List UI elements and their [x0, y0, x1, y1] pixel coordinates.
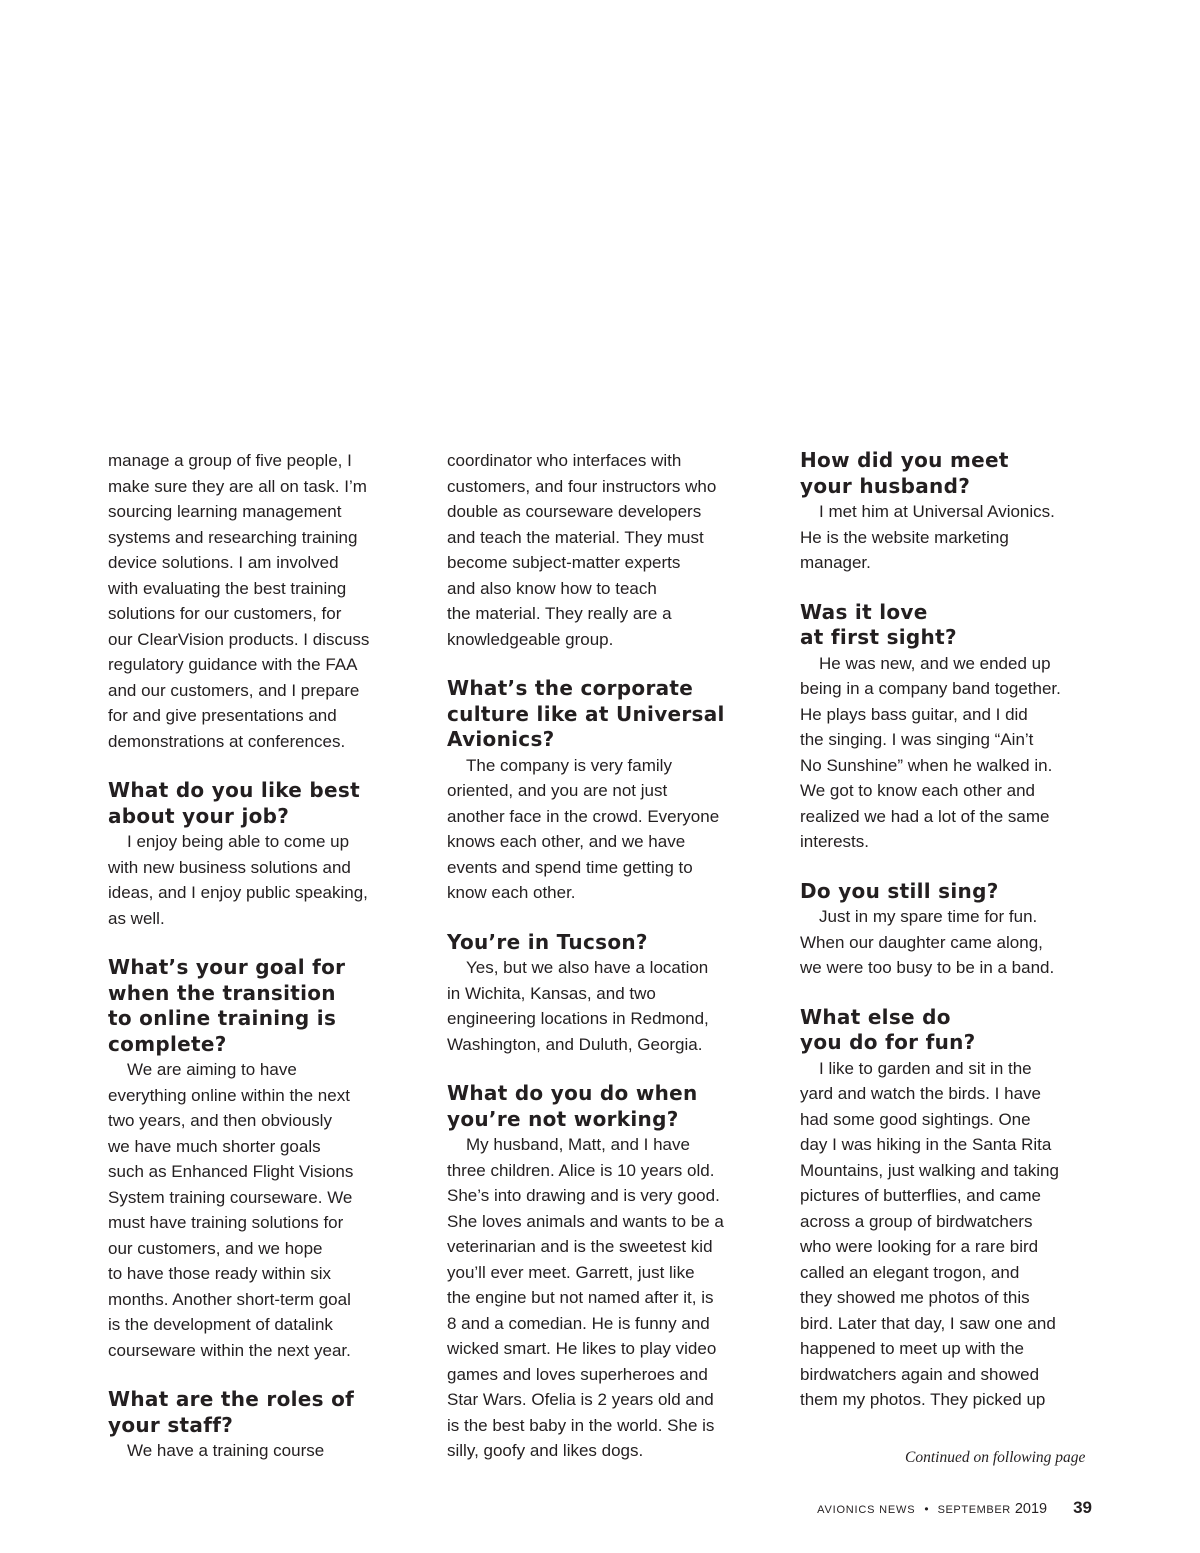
question-heading: Do you still sing?: [800, 878, 999, 903]
article-column-3: [800, 448, 1110, 1413]
question-heading: How did you meet your husband?: [800, 448, 1009, 498]
question-heading: What do you like best about your job?: [108, 778, 360, 828]
answer-paragraph: My husband, Matt, and I have three children. Alice is 10 years old. She’s into drawing and is very good. She loves animals and wants to be a veterinarian and is the sweetest kid you’ll ever meet. Garrett, just like the engine but not named after it, is 8 and a comedian. He is funny and wicked smart. He likes to play video games and loves superheroes and Star Wars. Ofelia is 2 years old and is the best baby in the world. She is silly, goofy and likes dogs.: [447, 1135, 724, 1460]
answer-paragraph: He was new, and we ended up being in a company band together. He plays bass guitar, and I did the singing. I was singing “Ain’t No Sunshine” when he walked in. We got to know each other and realized we had a lot of the same interests.: [800, 653, 1061, 851]
question-heading: What’s the corporate culture like at Universal Avionics?: [447, 676, 725, 751]
question-heading: What’s your goal for when the transition to online training is complete?: [108, 955, 346, 1056]
article-column-1: [108, 448, 418, 1464]
page-footer: [817, 1498, 1092, 1522]
continued-note: Continued on following page: [905, 1449, 1086, 1466]
issue-year: 2019: [1014, 1501, 1048, 1517]
question-heading: Was it love at first sight?: [800, 599, 957, 649]
body-paragraph: coordinator who interfaces with customers, and four instructors who double as courseware developers and teach the material. They must become subject-matter experts and also know how to teach the material. They really are a knowledgeable group.: [447, 451, 717, 649]
answer-paragraph: We are aiming to have everything online within the next two years, and then obviously we have much shorter goals such as Enhanced Flight Visions System training courseware. We must have training solutions for our customers, and we hope to have those ready within six months. Another short-term goal is the development of datalink courseware within the next year.: [108, 1060, 354, 1360]
answer-paragraph: Just in my spare time for fun. When our daughter came along, we were too busy to be in a band.: [800, 907, 1055, 977]
answer-paragraph: I met him at Universal Avionics. He is the website marketing manager.: [800, 502, 1055, 572]
body-paragraph: manage a group of five people, I make sure they are all on task. I’m sourcing learning management systems and researching training device solutions. I am involved with evaluating the best training solutions for our customers, for our ClearVision products. I discuss regulatory guidance with the FAA and our customers, and I prepare for and give presentations and demonstrations at conferences.: [108, 451, 370, 751]
question-heading: You’re in Tucson?: [447, 929, 648, 954]
answer-paragraph: The company is very family oriented, and you are not just another face in the crowd. Everyone knows each other, and we have events and spend time getting to know each other.: [447, 755, 720, 902]
question-heading: What are the roles of your staff?: [108, 1387, 355, 1437]
answer-paragraph: I enjoy being able to come up with new business solutions and ideas, and I enjoy public speaking, as well.: [108, 832, 368, 928]
question-heading: What else do you do for fun?: [800, 1004, 976, 1054]
issue-month: SEPTEMBER: [937, 1504, 1011, 1516]
page-number: 39: [1073, 1498, 1092, 1517]
publication-name: AVIONICS NEWS: [817, 1504, 916, 1516]
answer-paragraph: We have a training course: [127, 1441, 325, 1460]
footer-bullet-separator: •: [924, 1502, 929, 1516]
question-heading: What do you do when you’re not working?: [447, 1081, 698, 1131]
answer-paragraph: I like to garden and sit in the yard and watch the birds. I have had some good sightings. One day I was hiking in the Santa Rita Mountains, just walking and taking pictures of butterflies, and came across a group of birdwatchers who were looking for a rare bird called an elegant trogon, and they showed me photos of this bird. Later that day, I saw one and happened to meet up with the birdwatchers again and showed them my photos. They picked up: [800, 1058, 1059, 1409]
article-column-2: [447, 448, 757, 1464]
answer-paragraph: Yes, but we also have a location in Wichita, Kansas, and two engineering locations in Redmond, Washington, and Duluth, Georgia.: [447, 958, 709, 1054]
